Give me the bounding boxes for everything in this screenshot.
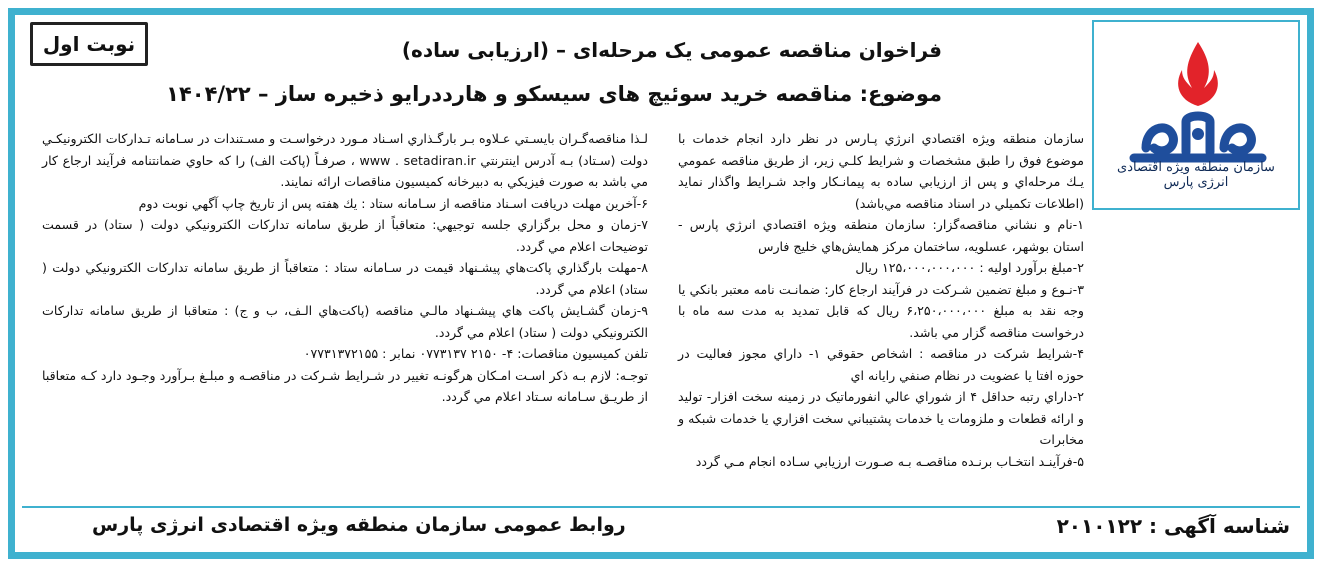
clause-3: ۳-نـوع و مبلغ تضمين شـركت در فرآيند ارجاع كار: ضمانـت نامه معتبر بانكي يا وجه نقد به مبلغ ۶،۲۵۰،۰۰۰،۰۰۰ ريال كه قابل تمديد به مدت سه ماه با درخواست مناقصه گزار مي باشد. (678, 281, 1084, 340)
submission-paragraph: لـذا مناقصه‌گـران بايسـتي عـلاوه بـر بارگـذاري اسـناد مـورد درخواسـت و مسـتندات در سـامانه تـداركات الكترونيكـي دولت (سـتاد) بـه آدرس اينترنتي www . setadiran.ir ، صرفـاً (پاكت الف) را كه حاوي ضمانتنامه فرآيند ارجاع كار مي باشد به صورت فيزيكي به دبيرخانه كميسيون مناقصات ارائه نمايند. (42, 131, 648, 189)
right-column (678, 128, 1084, 472)
contact-phone: تلفن كميسيون مناقصات: ۴- ۲۱۵۰ ۰۷۷۳۱۳۷ نمابر : ۰۷۷۳۱۳۷۲۱۵۵ (303, 346, 648, 361)
organization-logo-icon (1094, 30, 1302, 180)
round-badge: نوبت اول (30, 22, 148, 66)
clause-5: ۵-فرآينـد انتخـاب برنـده مناقصـه بـه صـورت ارزيابي سـاده انجام مـي گردد (695, 453, 1084, 469)
flame-icon (1178, 42, 1218, 106)
clause-9: ۹-زمان گشـايش پاكت هاي پيشـنهاد مالـي مناقصه (پاكت‌هاي الـف، ب و ج) : متعاقبا از طريق سامانه تداركات الكترونيكي دولت ( ستاد) اعلام مي گردد. (42, 303, 648, 340)
clause-8: ۸-مهلت بارگذاري پاكت‌هاي پيشـنهاد قيمت در سـامانه ستاد : متعاقباً از طريق سامانه تداركات الكترونيكي دولت ( ستاد) اعلام مي گردد. (42, 260, 648, 297)
ad-id: شناسه آگهی : ۲۰۱۰۱۲۲ (1056, 514, 1290, 538)
clause-4: ۴-شرايط شركت در مناقصه : اشخاص حقوقي ۱- داراي مجوز فعاليت در حوزه افتا يا عضويت در نظام صنفي رايانه اي (678, 346, 1084, 383)
clause-7: ۷-زمان و محل برگزاري جلسه توجيهي: متعاقباً از طريق سامانه تداركات الكترونيكي دولت ( ستاد) در قسمت توضيحات اعلام مي گردد. (42, 217, 648, 254)
clause-1: ۱-نام و نشاني مناقصه‌گزار: سازمان منطقه ويژه اقتصادي انرژي پارس - استان بوشهر، عسلويه، ساختمان مركز همايش‌هاي خليج فارس (678, 217, 1084, 254)
logo-box (1092, 20, 1300, 210)
tender-subject: موضوع: مناقصه خرید سوئیچ های سیسکو و هارددرایو ذخیره ساز – ۱۴۰۴/۲۲ (166, 82, 942, 106)
ad-footer (22, 506, 1300, 552)
clause-2: ۲-مبلغ برآورد اوليه : ۱۲۵،۰۰۰،۰۰۰،۰۰۰ ريال (855, 260, 1084, 275)
logo-caption: سازمان منطقه ویژه اقتصادی انرژی پارس (1117, 160, 1275, 190)
left-column (42, 128, 648, 408)
clause-6: ۶-آخرين مهلت دريافت اسـناد مناقصه از سـامانه ستاد : يك هفته پس از تاريخ چاپ آگهي نوبت دوم (138, 195, 648, 211)
intro-paragraph: سازمان منطقه ويژه اقتصادي انرژي پـارس در نظر دارد انجام خدمات با موضوع فوق را طبق مشخصات و شرايط كلـي زير، از طريق مناقصه عمومي يـك مرحله‌اي و پس از ارزيابي ساده به پيمانـكار واجد شـرايط واگذار نمايد (اطلاعات تكميلي در اسناد مناقصه مي‌باشد) (678, 131, 1084, 211)
public-relations-signature: روابط عمومی سازمان منطقه ویژه اقتصادی انرژی پارس (92, 514, 626, 536)
note-paragraph: توجـه: لازم بـه ذكر اسـت امـكان هرگونـه تغيير در شـرايط شـركت در مناقصـه و مبلـغ بـرآورد وجـود دارد كـه متعاقبا از طريـق سـامانه سـتاد اعلام مي گردد. (42, 367, 648, 404)
tender-title: فراخوان مناقصه عمومی یک مرحله‌ای – (ارزیابی ساده) (401, 38, 942, 62)
clause-4-2: ۲-داراي رتبه حداقل ۴ از شوراي عالي انفورماتيک در زمينه سخت افزار- توليد و ارائه قطعات و ملزومات يا خدمات پشتيباني سخت افزاري يا خدمات شبكه و مخابرات (678, 389, 1084, 447)
